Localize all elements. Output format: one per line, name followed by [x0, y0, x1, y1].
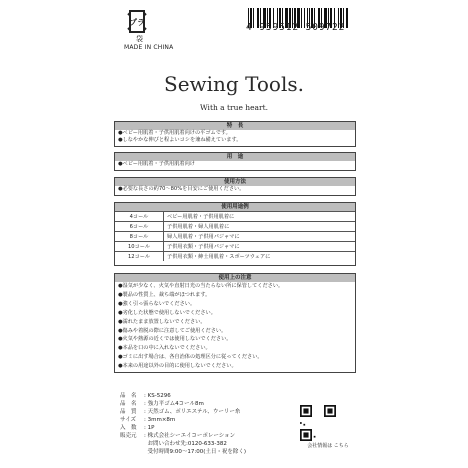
caution-line: ●湿気が少なく、火気や直射日光の当たらない所に保管してください。	[118, 283, 284, 289]
method-section	[114, 177, 356, 196]
purpose-header: 用 途	[115, 153, 355, 161]
method-header: 使用方法	[115, 178, 355, 186]
spec-row: 品 名 : KS-5296	[120, 393, 171, 399]
qr-code[interactable]	[300, 405, 336, 441]
caution-line: ●製品の性質上、裁ち端がほつれます。	[118, 291, 211, 298]
barcode-number: 4 959512 509722	[246, 22, 346, 33]
caution-line: ●ゴミに出す場合は、各自治体の処理区分に従ってください。	[118, 354, 263, 361]
qr-label: 会社情報は こちら	[307, 443, 349, 449]
cautions-section	[114, 273, 356, 373]
table-row: 12コール 子供用衣類・紳士用肌着・スポーツウェアに	[115, 252, 355, 262]
usage-section	[114, 202, 356, 266]
caution-line: ●劣化した状態で使用しないでください。	[118, 309, 216, 316]
recycle-sub-label: 袋	[136, 35, 143, 43]
purpose-section	[114, 152, 356, 171]
table-row: 4コール ベビー用肌着・子供用肌着に	[115, 212, 355, 222]
caution-line: ●本来の用途以外の目的に使用しないでください。	[118, 363, 237, 370]
table-row: 6コール 子供用肌着・婦人用肌着に	[115, 222, 355, 232]
spec-row: 入 数 : 1P	[120, 425, 155, 431]
features-section	[114, 121, 356, 147]
caution-line: ●傷みや着脱の際に注意してご使用ください。	[118, 327, 227, 334]
feature-line: ●ベビー用肌着・子供用肌着向けの平ゴムです。	[118, 130, 231, 136]
features-header: 特 長	[115, 122, 355, 130]
purpose-line: ●ベビー用肌着・子供用肌着向け	[118, 161, 195, 167]
method-line: ●必要な長さの約70～80%を目安にご使用ください。	[118, 186, 245, 192]
caution-line: ●濡れたまま放置しないでください。	[118, 318, 206, 325]
feature-line: ●しなやかな伸びと程よいコシを兼ね備えています。	[118, 137, 242, 143]
usage-table	[115, 211, 355, 261]
spec-row: お問い合わせ先:0120-633-382	[147, 441, 227, 447]
spec-row: 品 質 : 天然ゴム、ポリエステル、ウーリー糸	[120, 409, 241, 415]
made-in-label: MADE IN CHINA	[124, 44, 174, 51]
caution-line: ●本品を口の中に入れないでください。	[118, 345, 211, 352]
cautions-header: 使用上の注意	[115, 274, 355, 282]
spec-row: 受付時間9:00～17:00(土日・祝を除く)	[147, 449, 246, 455]
brand-title: Sewing Tools.	[164, 72, 304, 96]
table-row: 8コール 婦人用肌着・子供用パジャマに	[115, 232, 355, 242]
recycle-pura-icon	[124, 8, 164, 36]
recycle-mark-text: プラ	[129, 18, 145, 27]
spec-row: 品 名 : 強力平ゴム4コール8m	[120, 401, 204, 407]
table-row: 10コール 子供用衣類・子供用パジャマに	[115, 242, 355, 252]
product-specs	[120, 392, 246, 456]
usage-header: 使用用途例	[115, 203, 355, 211]
spec-row: サイズ : 3mm×8m	[120, 417, 176, 423]
spec-row: 販売元 : 株式会社シーエイコーポレーション	[120, 433, 236, 439]
caution-line: ●強く引っ張らないでください。	[118, 300, 196, 307]
caution-line: ●火気や熱源の近くでは使用しないでください。	[118, 336, 232, 343]
brand-subtitle: With a true heart.	[199, 103, 269, 112]
